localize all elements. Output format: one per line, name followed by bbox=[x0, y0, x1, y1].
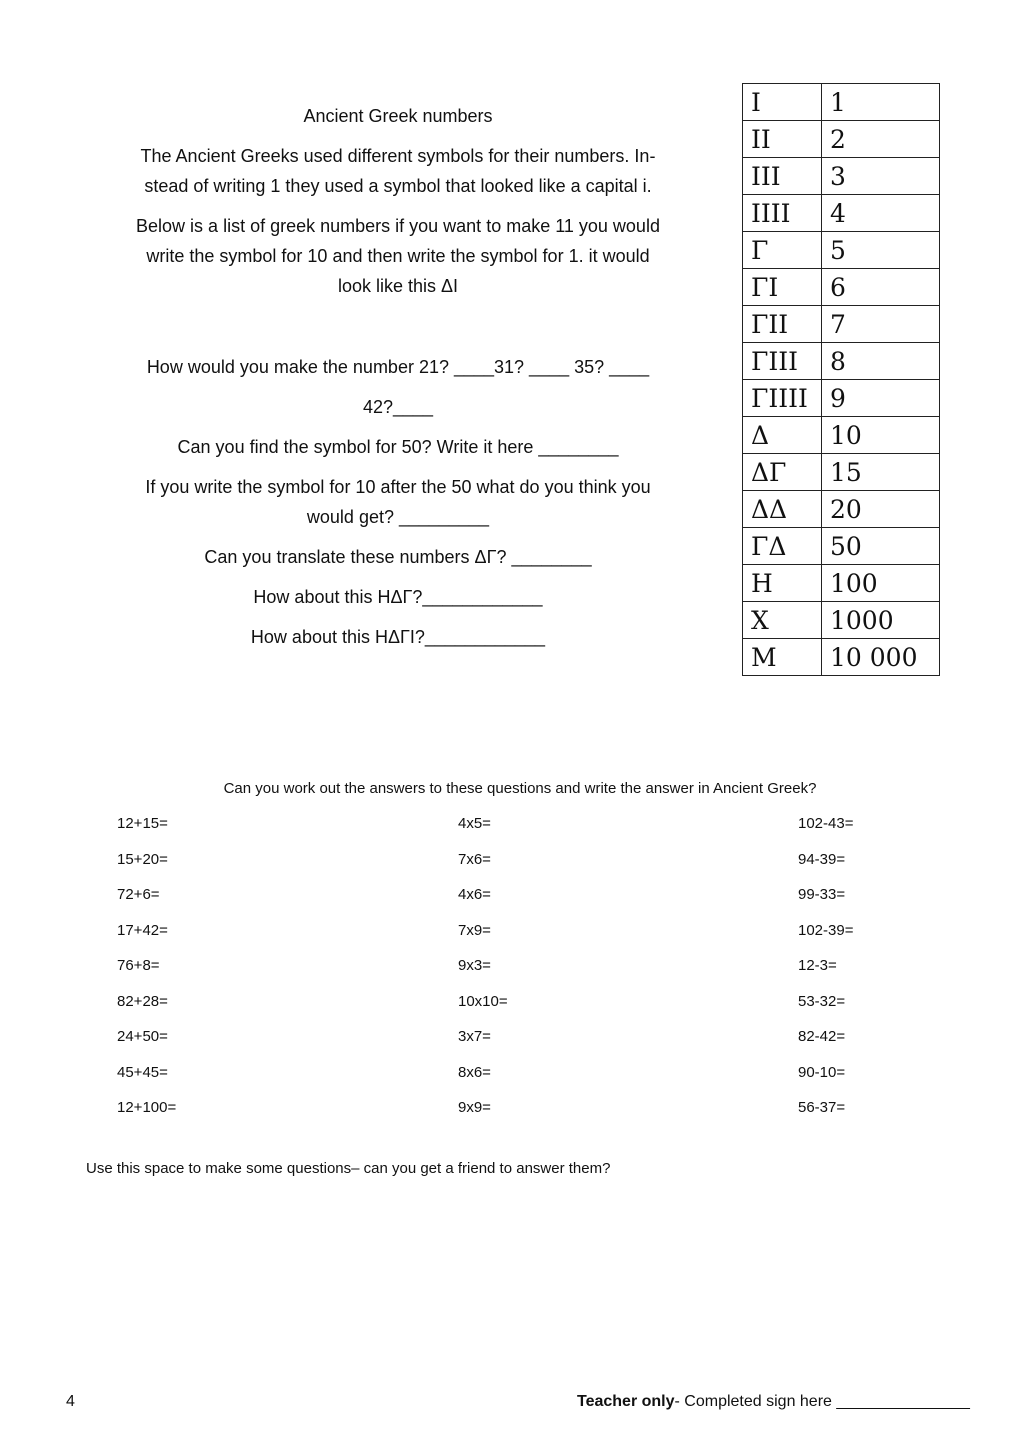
question-line: Can you translate these numbers ΔΓ? ________ bbox=[204, 547, 592, 567]
greek-table-row bbox=[743, 306, 940, 343]
intro-paragraph-line: stead of writing 1 they used a symbol that looked like a capital i. bbox=[144, 176, 652, 196]
greek-table-row bbox=[743, 639, 940, 676]
greek-value-cell: 5 bbox=[822, 232, 940, 269]
greek-value-cell: 10 bbox=[822, 417, 940, 454]
teacher-sign-line bbox=[577, 1393, 970, 1411]
greek-value-cell: 3 bbox=[822, 158, 940, 195]
intro-paragraph-line: The Ancient Greeks used different symbols for their numbers. In- bbox=[140, 146, 656, 166]
question-line: How about this HΔΓI?____________ bbox=[250, 627, 546, 647]
greek-value-cell: 8 bbox=[822, 343, 940, 380]
arithmetic-question: 3x7= bbox=[458, 1028, 491, 1045]
arithmetic-question: 90-10= bbox=[798, 1063, 846, 1081]
arithmetic-question: 72+6= bbox=[117, 886, 160, 903]
greek-symbol-cell: Δ bbox=[743, 417, 822, 454]
arithmetic-question: 82+28= bbox=[117, 992, 168, 1010]
greek-table-row bbox=[743, 565, 940, 602]
arithmetic-question: 15+20= bbox=[117, 850, 168, 868]
subtraction-column bbox=[798, 815, 853, 1135]
arithmetic-question: 24+50= bbox=[117, 1028, 168, 1045]
greek-value-cell: 4 bbox=[822, 195, 940, 232]
greek-table-row bbox=[743, 269, 940, 306]
greek-numerals-table bbox=[742, 83, 940, 676]
worksheet-prompt: Can you work out the answers to these questions and write the answer in Ancient Greek? bbox=[223, 780, 817, 797]
question-line: How about this HΔΓ?____________ bbox=[253, 587, 543, 607]
greek-value-cell: 2 bbox=[822, 121, 940, 158]
arithmetic-question: 102-43= bbox=[798, 815, 854, 832]
greek-symbol-cell: ΓΔ bbox=[743, 528, 822, 565]
greek-table-row bbox=[743, 491, 940, 528]
intro-paragraph-line: write the symbol for 10 and then write the symbol for 1. it would bbox=[146, 246, 650, 266]
arithmetic-question: 76+8= bbox=[117, 957, 160, 974]
page-number: 4 bbox=[66, 1393, 75, 1410]
greek-symbol-cell: ΔΓ bbox=[743, 454, 822, 491]
greek-symbol-cell: ΔΔ bbox=[743, 491, 822, 528]
greek-table-row bbox=[743, 84, 940, 121]
arithmetic-question: 8x6= bbox=[458, 1063, 491, 1081]
arithmetic-question: 9x3= bbox=[458, 957, 491, 974]
arithmetic-question: 82-42= bbox=[798, 1028, 846, 1045]
greek-table-row bbox=[743, 343, 940, 380]
questions-section bbox=[110, 352, 686, 652]
intro-paragraph-line: look like this ΔI bbox=[337, 276, 459, 296]
greek-value-cell: 7 bbox=[822, 306, 940, 343]
greek-table-row bbox=[743, 232, 940, 269]
greek-symbol-cell: ΓIIII bbox=[743, 380, 822, 417]
greek-value-cell: 1 bbox=[822, 84, 940, 121]
question-line: would get? _________ bbox=[306, 507, 490, 527]
arithmetic-question: 4x5= bbox=[458, 815, 491, 832]
greek-symbol-cell: X bbox=[743, 602, 822, 639]
greek-symbol-cell: Γ bbox=[743, 232, 822, 269]
arithmetic-question: 53-32= bbox=[798, 992, 846, 1010]
arithmetic-question: 12+100= bbox=[117, 1099, 177, 1116]
greek-symbol-cell: H bbox=[743, 565, 822, 602]
greek-value-cell: 15 bbox=[822, 454, 940, 491]
arithmetic-question: 94-39= bbox=[798, 850, 846, 868]
arithmetic-question: 7x6= bbox=[458, 850, 491, 868]
question-line: 42?____ bbox=[362, 397, 434, 417]
greek-symbol-cell: I bbox=[743, 84, 822, 121]
addition-column bbox=[117, 815, 176, 1135]
greek-value-cell: 50 bbox=[822, 528, 940, 565]
greek-symbol-cell: IIII bbox=[743, 195, 822, 232]
greek-table-row bbox=[743, 195, 940, 232]
arithmetic-question: 17+42= bbox=[117, 921, 168, 939]
greek-value-cell: 20 bbox=[822, 491, 940, 528]
arithmetic-question: 10x10= bbox=[458, 992, 508, 1010]
greek-table-row bbox=[743, 528, 940, 565]
intro-paragraph-line: Below is a list of greek numbers if you want to make 11 you would bbox=[136, 216, 660, 236]
arithmetic-question: 99-33= bbox=[798, 886, 846, 903]
greek-symbol-cell: ΓIII bbox=[743, 343, 822, 380]
teacher-only-label: Teacher only bbox=[577, 1393, 675, 1410]
greek-value-cell: 10 000 bbox=[822, 639, 940, 676]
question-line: Can you find the symbol for 50? Write it here ________ bbox=[177, 437, 619, 457]
arithmetic-question: 9x9= bbox=[458, 1099, 491, 1116]
arithmetic-question: 45+45= bbox=[117, 1063, 168, 1081]
intro-section bbox=[110, 101, 686, 301]
arithmetic-question: 7x9= bbox=[458, 921, 491, 939]
greek-value-cell: 100 bbox=[822, 565, 940, 602]
page-title: Ancient Greek numbers bbox=[303, 106, 493, 126]
question-line: How would you make the number 21? ____31? ____ 35? ____ bbox=[146, 357, 650, 377]
arithmetic-question: 56-37= bbox=[798, 1099, 846, 1116]
arithmetic-question: 12+15= bbox=[117, 815, 168, 832]
greek-symbol-cell: III bbox=[743, 158, 822, 195]
arithmetic-question: 102-39= bbox=[798, 921, 854, 939]
greek-symbol-cell: ΓI bbox=[743, 269, 822, 306]
make-questions-prompt: Use this space to make some questions– can you get a friend to answer them? bbox=[86, 1160, 611, 1177]
greek-symbol-cell: II bbox=[743, 121, 822, 158]
multiplication-column bbox=[458, 815, 508, 1135]
greek-table-row bbox=[743, 417, 940, 454]
question-line: If you write the symbol for 10 after the 50 what do you think you bbox=[145, 477, 651, 497]
greek-table-row bbox=[743, 158, 940, 195]
greek-symbol-cell: ΓII bbox=[743, 306, 822, 343]
greek-symbol-cell: M bbox=[743, 639, 822, 676]
greek-table-row bbox=[743, 121, 940, 158]
arithmetic-question: 12-3= bbox=[798, 957, 837, 974]
arithmetic-question: 4x6= bbox=[458, 886, 491, 903]
greek-table-row bbox=[743, 454, 940, 491]
greek-value-cell: 6 bbox=[822, 269, 940, 306]
greek-value-cell: 9 bbox=[822, 380, 940, 417]
teacher-sign-text: - Completed sign here _______________ bbox=[674, 1393, 970, 1410]
greek-table-row bbox=[743, 602, 940, 639]
greek-table-row bbox=[743, 380, 940, 417]
greek-value-cell: 1000 bbox=[822, 602, 940, 639]
